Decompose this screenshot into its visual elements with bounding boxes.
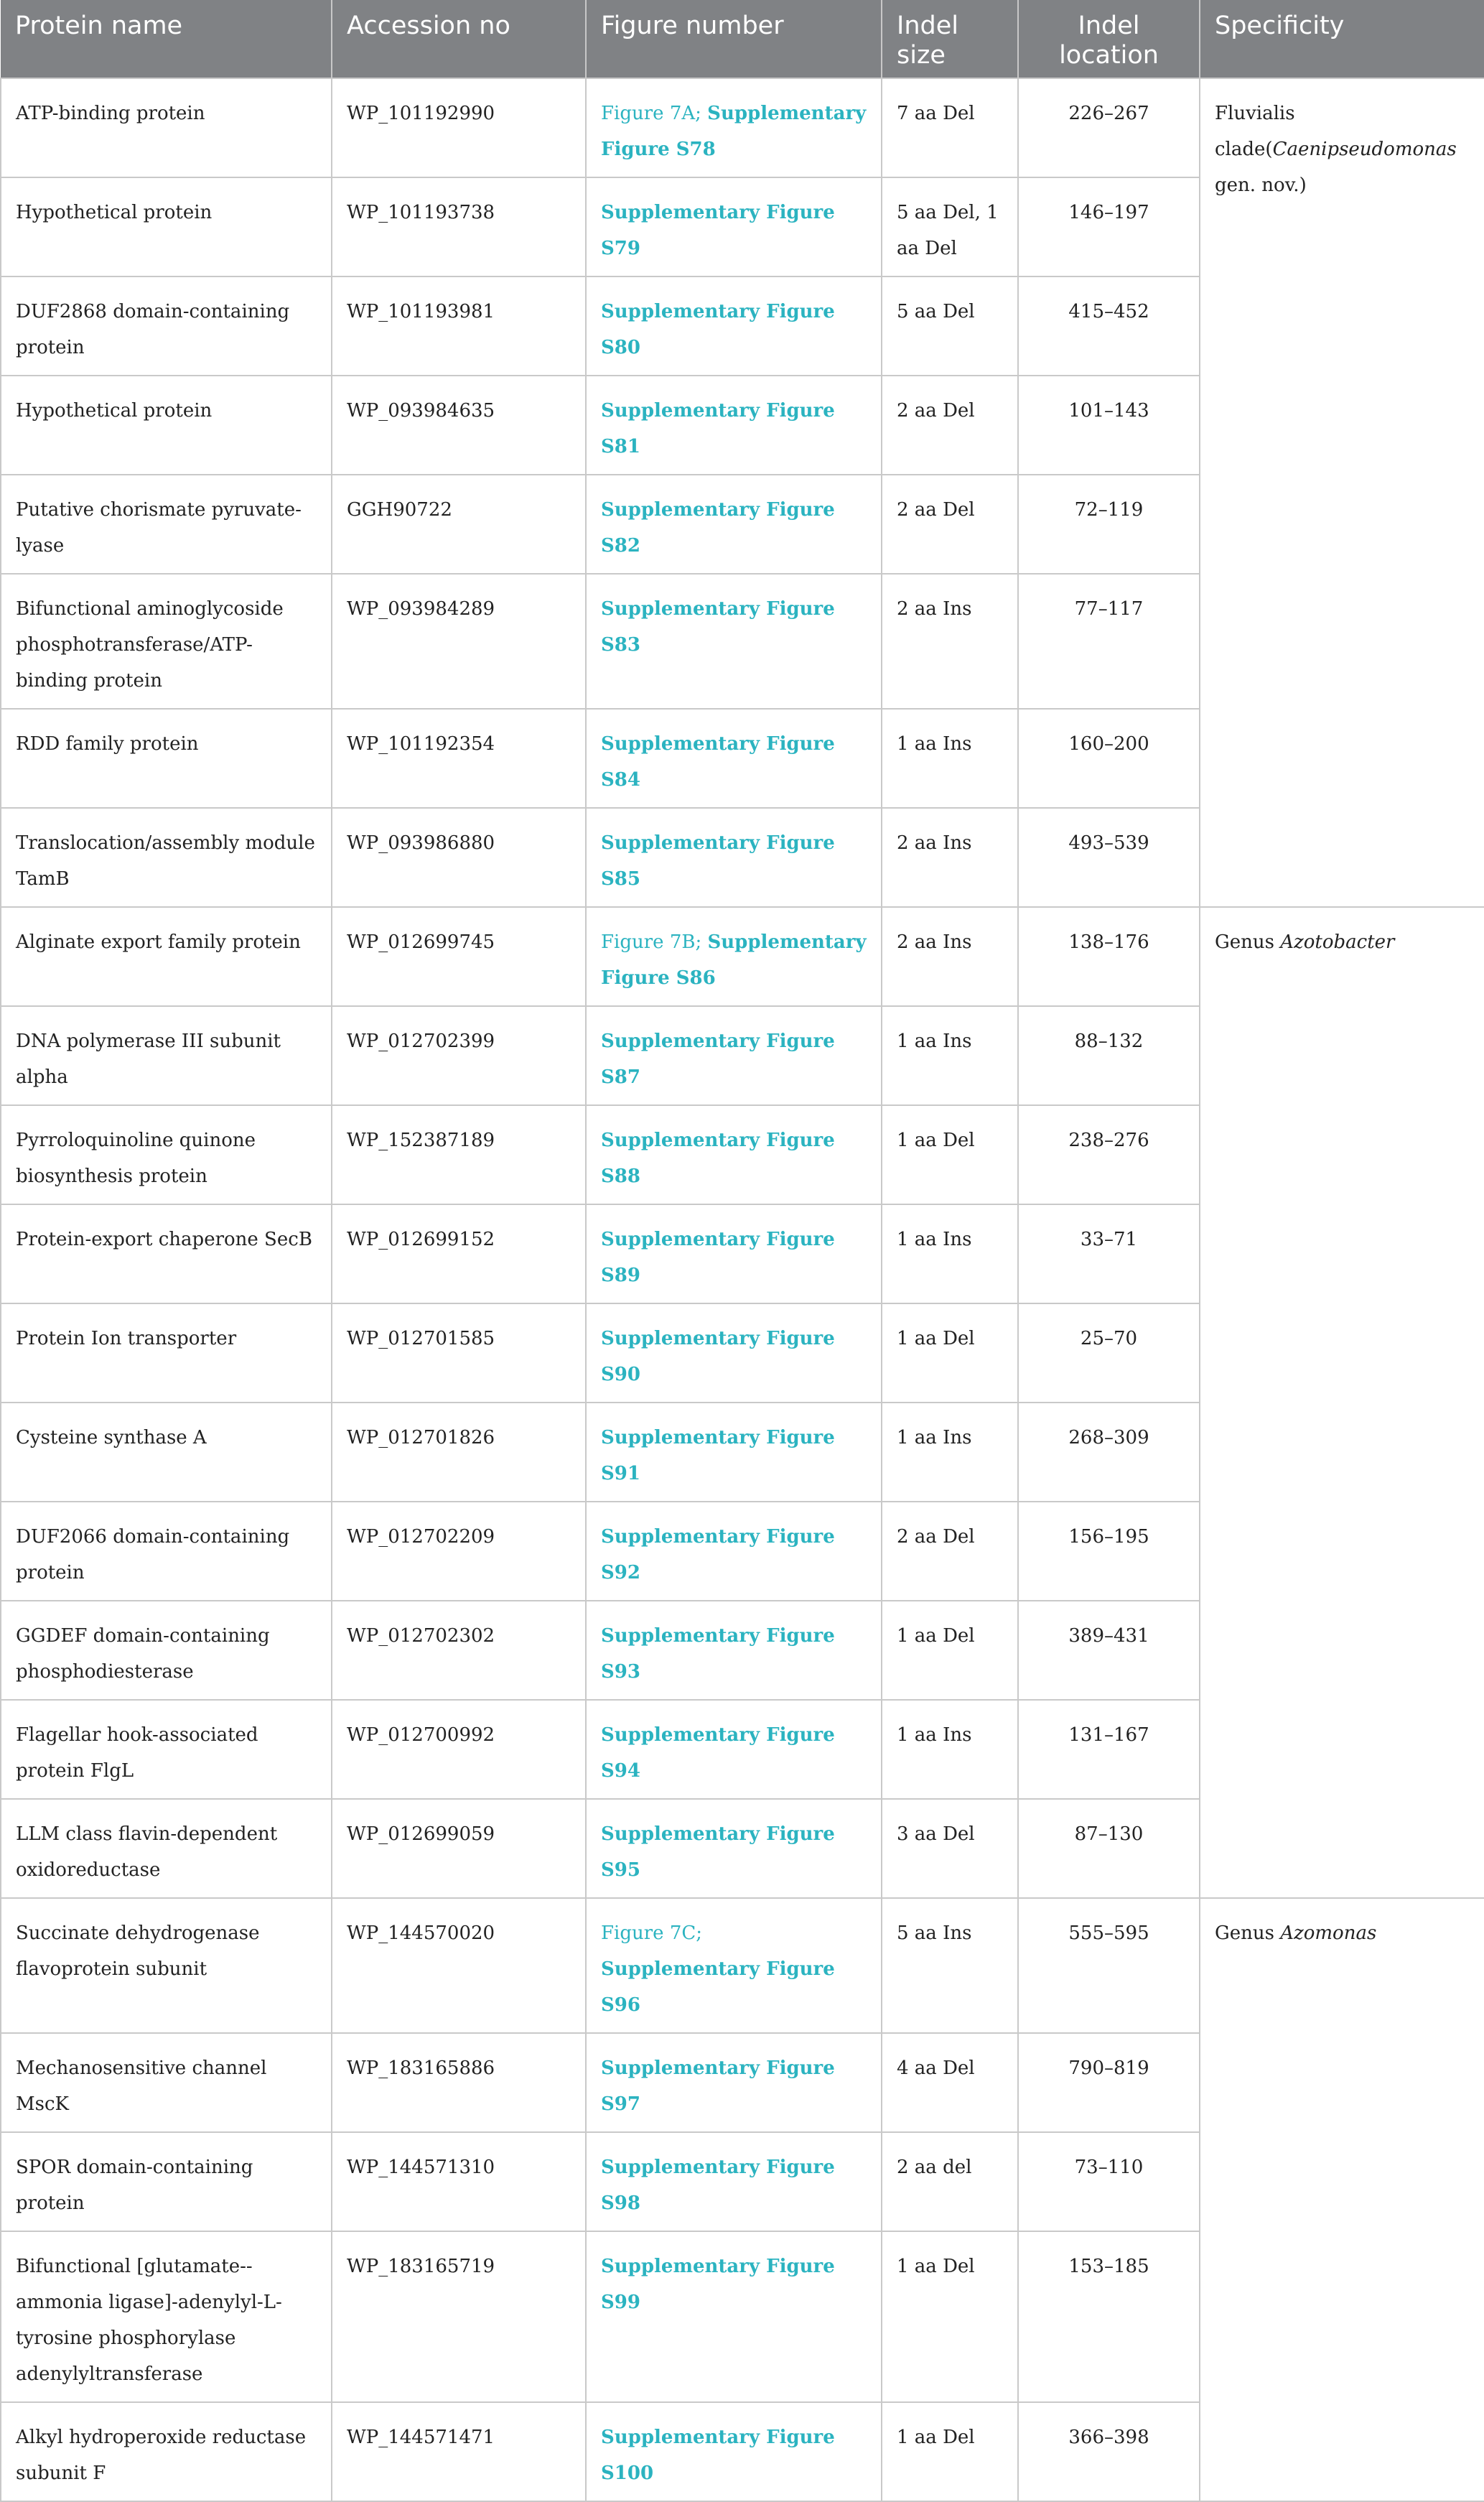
- accession-cell: WP_101193738: [332, 177, 586, 276]
- indel-location-cell: 25–70: [1018, 1303, 1200, 1403]
- indel-size-cell: 3 aa Del: [882, 1799, 1018, 1898]
- accession-cell: WP_012702399: [332, 1006, 586, 1105]
- protein-name-cell: Hypothetical protein: [1, 177, 332, 276]
- indel-size-cell: 1 aa Del: [882, 1601, 1018, 1700]
- supplementary-figure-link[interactable]: Supplementary Figure S96: [601, 1958, 835, 2016]
- header-specificity: Specificity: [1200, 0, 1484, 78]
- protein-name-cell: Alginate export family protein: [1, 907, 332, 1006]
- supplementary-figure-link[interactable]: Supplementary Figure S80: [601, 301, 835, 358]
- figure-number-cell: [586, 78, 882, 177]
- supplementary-figure-link[interactable]: Supplementary Figure S90: [601, 1328, 835, 1385]
- protein-name-cell: Flagellar hook-associated protein FlgL: [1, 1700, 332, 1799]
- indel-size-cell: 1 aa Ins: [882, 1204, 1018, 1303]
- indel-location-cell: 146–197: [1018, 177, 1200, 276]
- table-header: [1, 0, 1484, 78]
- protein-name-cell: Protein Ion transporter: [1, 1303, 332, 1403]
- figure-number-cell: [586, 1799, 882, 1898]
- header-protein-name: Protein name: [1, 0, 332, 78]
- figure-number-cell: [586, 1700, 882, 1799]
- indel-size-cell: 1 aa Del: [882, 1105, 1018, 1204]
- supplementary-figure-link[interactable]: Supplementary Figure S79: [601, 202, 835, 259]
- figure-number-cell: [586, 2402, 882, 2501]
- indel-size-cell: 2 aa Del: [882, 475, 1018, 574]
- header-accession-no: Accession no: [332, 0, 586, 78]
- accession-cell: GGH90722: [332, 475, 586, 574]
- specificity-cell: [1200, 907, 1484, 1898]
- indel-size-cell: 5 aa Del, 1 aa Del: [882, 177, 1018, 276]
- indel-location-cell: 389–431: [1018, 1601, 1200, 1700]
- supplementary-figure-link[interactable]: Supplementary Figure S95: [601, 1823, 835, 1881]
- specificity-taxon: Azotobacter: [1280, 931, 1395, 953]
- figure-number-cell: [586, 2231, 882, 2402]
- figure-number-cell: [586, 1204, 882, 1303]
- accession-cell: WP_012699745: [332, 907, 586, 1006]
- protein-name-cell: Pyrroloquinoline quinone biosynthesis protein: [1, 1105, 332, 1204]
- accession-cell: WP_093984289: [332, 574, 586, 709]
- indel-size-cell: 2 aa Del: [882, 376, 1018, 475]
- indel-location-cell: 415–452: [1018, 276, 1200, 376]
- specificity-cell: [1200, 1898, 1484, 2501]
- indel-location-cell: 555–595: [1018, 1898, 1200, 2033]
- supplementary-figure-link[interactable]: Supplementary Figure S78: [601, 103, 867, 160]
- accession-cell: WP_152387189: [332, 1105, 586, 1204]
- header-indel-location: Indel location: [1018, 0, 1200, 78]
- figure-number-cell: [586, 709, 882, 808]
- supplementary-figure-link[interactable]: Supplementary Figure S99: [601, 2256, 835, 2313]
- indel-size-cell: 1 aa Ins: [882, 1403, 1018, 1502]
- indel-location-cell: 160–200: [1018, 709, 1200, 808]
- specificity-taxon: Caenipseudomonas: [1272, 139, 1457, 160]
- protein-name-cell: Putative chorismate pyruvate-lyase: [1, 475, 332, 574]
- specificity-label: Genus: [1215, 931, 1281, 953]
- header-figure-number: Figure number: [586, 0, 882, 78]
- indel-size-cell: 2 aa Ins: [882, 907, 1018, 1006]
- accession-cell: WP_144571471: [332, 2402, 586, 2501]
- figure-number-cell: [586, 276, 882, 376]
- table-row: [1, 1898, 1484, 2033]
- accession-cell: WP_144570020: [332, 1898, 586, 2033]
- protein-name-cell: Alkyl hydroperoxide reductase subunit F: [1, 2402, 332, 2501]
- indel-location-cell: 493–539: [1018, 808, 1200, 907]
- indel-size-cell: 2 aa Ins: [882, 574, 1018, 709]
- protein-name-cell: Hypothetical protein: [1, 376, 332, 475]
- accession-cell: WP_144571310: [332, 2132, 586, 2231]
- supplementary-figure-link[interactable]: Supplementary Figure S93: [601, 1625, 835, 1683]
- supplementary-figure-link[interactable]: Supplementary Figure S86: [601, 931, 867, 989]
- indel-size-cell: 5 aa Del: [882, 276, 1018, 376]
- indel-location-cell: 72–119: [1018, 475, 1200, 574]
- figure-number-cell: [586, 376, 882, 475]
- indel-size-cell: 1 aa Ins: [882, 1700, 1018, 1799]
- protein-name-cell: Bifunctional aminoglycoside phosphotransferase/ATP-binding protein: [1, 574, 332, 709]
- indel-size-cell: 2 aa Del: [882, 1502, 1018, 1601]
- figure-number-cell: [586, 475, 882, 574]
- protein-name-cell: SPOR domain-containing protein: [1, 2132, 332, 2231]
- protein-name-cell: DUF2066 domain-containing protein: [1, 1502, 332, 1601]
- figure-number-cell: [586, 2033, 882, 2132]
- specificity-paren: (: [1265, 139, 1273, 160]
- figure-number-cell: [586, 2132, 882, 2231]
- supplementary-figure-link[interactable]: Supplementary Figure S100: [601, 2427, 835, 2484]
- accession-cell: WP_012699152: [332, 1204, 586, 1303]
- accession-cell: WP_012702209: [332, 1502, 586, 1601]
- header-indel-size: Indel size: [882, 0, 1018, 78]
- figure-number-cell: [586, 808, 882, 907]
- protein-name-cell: Protein-export chaperone SecB: [1, 1204, 332, 1303]
- figure-number-cell: [586, 907, 882, 1006]
- accession-cell: WP_012701585: [332, 1303, 586, 1403]
- protein-name-cell: Succinate dehydrogenase flavoprotein subunit: [1, 1898, 332, 2033]
- accession-cell: WP_093986880: [332, 808, 586, 907]
- protein-name-cell: DNA polymerase III subunit alpha: [1, 1006, 332, 1105]
- specificity-label: Genus: [1215, 1922, 1281, 1944]
- figure-number-cell: [586, 1006, 882, 1105]
- indel-location-cell: 101–143: [1018, 376, 1200, 475]
- indel-location-cell: 73–110: [1018, 2132, 1200, 2231]
- indel-location-cell: 88–132: [1018, 1006, 1200, 1105]
- supplementary-figure-link[interactable]: Supplementary Figure S91: [601, 1427, 835, 1484]
- main-figure-link[interactable]: Figure 7B;: [601, 931, 708, 953]
- supplementary-figure-link[interactable]: Supplementary Figure S98: [601, 2157, 835, 2214]
- table-row: [1, 78, 1484, 177]
- indel-location-cell: 268–309: [1018, 1403, 1200, 1502]
- figure-number-cell: [586, 1601, 882, 1700]
- accession-cell: WP_012699059: [332, 1799, 586, 1898]
- accession-cell: WP_012700992: [332, 1700, 586, 1799]
- protein-name-cell: ATP-binding protein: [1, 78, 332, 177]
- supplementary-figure-link[interactable]: Supplementary Figure S87: [601, 1031, 835, 1088]
- indel-location-cell: 156–195: [1018, 1502, 1200, 1601]
- figure-number-cell: [586, 1303, 882, 1403]
- protein-name-cell: GGDEF domain-containing phosphodiesterase: [1, 1601, 332, 1700]
- indel-location-cell: 87–130: [1018, 1799, 1200, 1898]
- indel-location-cell: 131–167: [1018, 1700, 1200, 1799]
- indel-size-cell: 4 aa Del: [882, 2033, 1018, 2132]
- supplementary-figure-link[interactable]: Supplementary Figure S81: [601, 400, 835, 457]
- protein-name-cell: RDD family protein: [1, 709, 332, 808]
- indel-location-cell: 33–71: [1018, 1204, 1200, 1303]
- supplementary-figure-link[interactable]: Supplementary Figure S82: [601, 499, 835, 557]
- indel-size-cell: 1 aa Ins: [882, 709, 1018, 808]
- supplementary-figure-link[interactable]: Supplementary Figure S88: [601, 1130, 835, 1187]
- supplementary-figure-link[interactable]: Supplementary Figure S85: [601, 832, 835, 890]
- protein-name-cell: Translocation/assembly module TamB: [1, 808, 332, 907]
- indel-size-cell: 1 aa Del: [882, 2231, 1018, 2402]
- indel-size-cell: 2 aa del: [882, 2132, 1018, 2231]
- protein-name-cell: DUF2868 domain-containing protein: [1, 276, 332, 376]
- main-figure-link[interactable]: Figure 7C;: [601, 1922, 703, 1944]
- protein-name-cell: LLM class flavin-dependent oxidoreductase: [1, 1799, 332, 1898]
- supplementary-figure-link[interactable]: Supplementary Figure S83: [601, 598, 835, 656]
- specificity-taxon: Azomonas: [1280, 1922, 1377, 1944]
- accession-cell: WP_183165886: [332, 2033, 586, 2132]
- indel-location-cell: 153–185: [1018, 2231, 1200, 2402]
- indel-size-cell: 5 aa Ins: [882, 1898, 1018, 2033]
- accession-cell: WP_101193981: [332, 276, 586, 376]
- indel-size-cell: 7 aa Del: [882, 78, 1018, 177]
- table-body: [1, 78, 1484, 2501]
- indel-location-cell: 77–117: [1018, 574, 1200, 709]
- figure-number-cell: [586, 1105, 882, 1204]
- indel-location-cell: 138–176: [1018, 907, 1200, 1006]
- supplementary-figure-link[interactable]: Supplementary Figure S94: [601, 1724, 835, 1782]
- indel-size-cell: 1 aa Ins: [882, 1006, 1018, 1105]
- table-row: [1, 907, 1484, 1006]
- accession-cell: WP_012702302: [332, 1601, 586, 1700]
- indel-location-cell: 366–398: [1018, 2402, 1200, 2501]
- accession-cell: WP_012701826: [332, 1403, 586, 1502]
- supplementary-figure-link[interactable]: Supplementary Figure S89: [601, 1229, 835, 1286]
- indel-location-cell: 238–276: [1018, 1105, 1200, 1204]
- specificity-suffix: gen. nov.): [1215, 175, 1307, 196]
- figure-number-cell: [586, 1898, 882, 2033]
- supplementary-figure-link[interactable]: Supplementary Figure S84: [601, 733, 835, 791]
- protein-name-cell: Mechanosensitive channel MscK: [1, 2033, 332, 2132]
- specificity-cell: [1200, 78, 1484, 907]
- figure-number-cell: [586, 1403, 882, 1502]
- accession-cell: WP_101192990: [332, 78, 586, 177]
- accession-cell: WP_093984635: [332, 376, 586, 475]
- figure-number-cell: [586, 574, 882, 709]
- indel-location-cell: 790–819: [1018, 2033, 1200, 2132]
- figure-number-cell: [586, 177, 882, 276]
- indel-size-cell: 1 aa Del: [882, 2402, 1018, 2501]
- main-figure-link[interactable]: Figure 7A;: [601, 103, 708, 124]
- accession-cell: WP_183165719: [332, 2231, 586, 2402]
- indel-location-cell: 226–267: [1018, 78, 1200, 177]
- indel-size-cell: 2 aa Ins: [882, 808, 1018, 907]
- specificity-label: Fluvialis clade: [1215, 103, 1295, 160]
- accession-cell: WP_101192354: [332, 709, 586, 808]
- supplementary-figure-link[interactable]: Supplementary Figure S92: [601, 1526, 835, 1583]
- protein-name-cell: Cysteine synthase A: [1, 1403, 332, 1502]
- figure-number-cell: [586, 1502, 882, 1601]
- supplementary-figure-link[interactable]: Supplementary Figure S97: [601, 2057, 835, 2115]
- indel-size-cell: 1 aa Del: [882, 1303, 1018, 1403]
- protein-name-cell: Bifunctional [glutamate--ammonia ligase]-adenylyl-L-tyrosine phosphorylase adenylyltransferase: [1, 2231, 332, 2402]
